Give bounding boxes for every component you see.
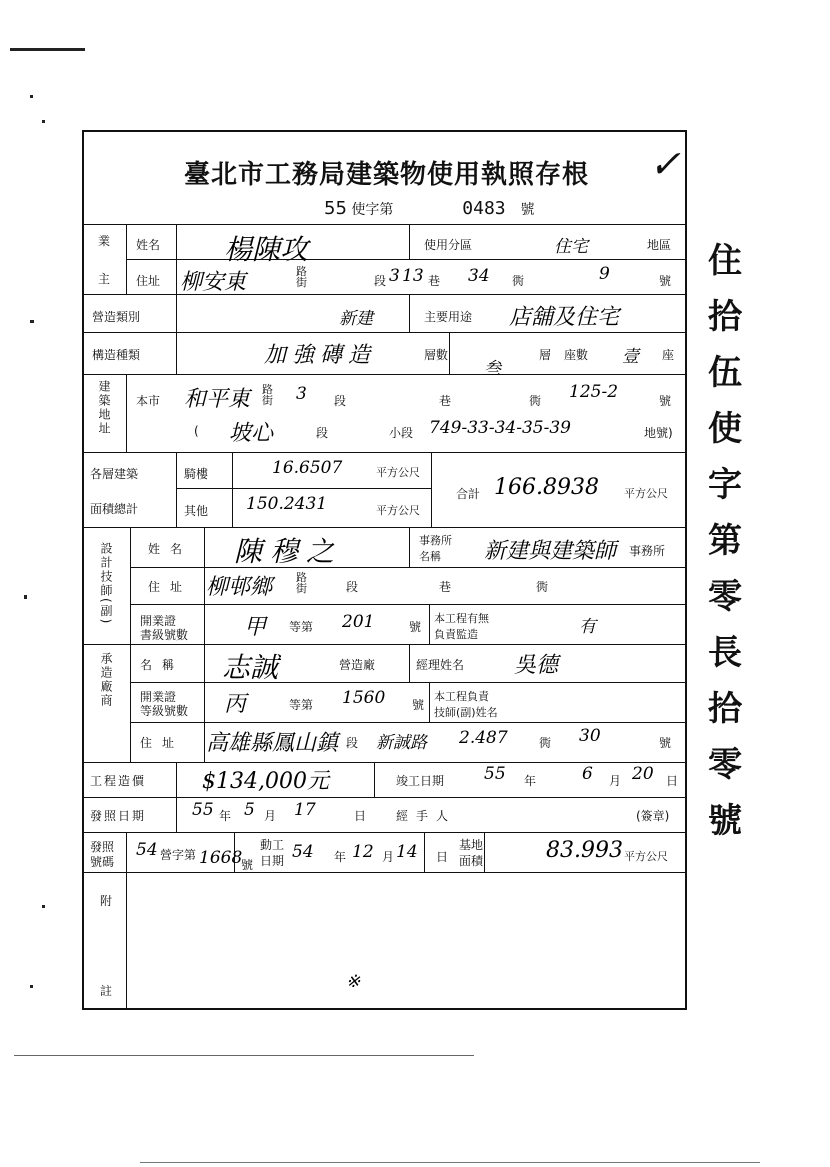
complete-label: 竣工日期: [396, 774, 445, 788]
base-area-unit: 平方公尺: [624, 850, 668, 863]
site-jie-label: 衖: [529, 394, 542, 408]
bldg-count-label: 座數: [564, 348, 589, 362]
contractor-address-label: 住址: [140, 736, 185, 750]
side-stamp-char: 零: [708, 745, 742, 785]
owner-name-value: 楊陳攻: [224, 233, 309, 266]
zone-label: 使用分區: [424, 238, 473, 252]
rule: [130, 604, 685, 605]
checkmark: ✓: [649, 142, 681, 186]
owner-duan-value: 3: [389, 266, 400, 286]
owner-name-label: 姓名: [136, 238, 161, 252]
arcade-value: 16.6507: [272, 458, 343, 478]
side-stamp-char: 伍: [708, 353, 742, 393]
notes-label-bottom: 註: [100, 984, 113, 998]
issue-year: 55: [192, 800, 214, 820]
other-unit: 平方公尺: [376, 504, 420, 517]
scan-speck: [10, 48, 85, 51]
zone-value: 住宅: [554, 237, 588, 257]
owner-jie-label: 衖: [512, 274, 525, 288]
permit-number: [324, 198, 535, 219]
permit-prefix: 55: [324, 198, 347, 219]
designer-address-label: 住址: [148, 580, 193, 594]
site-sec-value: 坡心: [229, 421, 274, 446]
base-area-label-1: 基地: [459, 838, 484, 852]
site-road-label: 路街: [262, 383, 273, 407]
side-stamp-char: 零: [708, 577, 742, 617]
site-sec-label: 段: [316, 426, 329, 440]
rule: [429, 682, 430, 722]
rule: [176, 452, 177, 527]
contractor-label: 承造廠商: [99, 652, 113, 708]
type-label: 營造類別: [92, 310, 141, 324]
complete-year: 55: [484, 764, 506, 784]
build-permit-suffix: 號: [241, 858, 254, 872]
owner-hao-label: 號: [659, 274, 672, 288]
handler-label: 經手人: [396, 809, 457, 823]
designer-license-suffix: 號: [409, 620, 422, 634]
owner-label-2: 主: [98, 272, 111, 286]
area-label-2: 面積總計: [90, 502, 139, 516]
total-unit: 平方公尺: [624, 487, 668, 500]
contractor-duan-label: 段: [346, 736, 359, 750]
side-stamp-char: 使: [708, 409, 742, 449]
owner-duan-label: 段: [374, 274, 387, 288]
notes-label-top: 附: [100, 894, 113, 908]
designer-xiang-label: 巷: [439, 580, 452, 594]
other-value: 150.2431: [246, 494, 328, 514]
side-stamp-char: 住: [708, 241, 742, 281]
designer-license-grade: 甲: [244, 615, 267, 640]
base-area-value: 83.993: [546, 838, 623, 863]
office-label-2: 名稱: [419, 550, 441, 563]
designer-label: 設計技師(副): [99, 542, 113, 626]
site-city: 本市: [136, 394, 161, 408]
site-hao-label: 號: [659, 394, 672, 408]
build-permit-char: 營字第: [160, 848, 197, 862]
rule: [409, 224, 410, 259]
scan-speck: [24, 595, 27, 599]
permit-no-label-1: 發照: [90, 840, 115, 854]
rule: [409, 644, 410, 682]
issue-day-label: 日: [354, 809, 367, 823]
issue-day: 17: [294, 800, 316, 820]
type-value: 新建: [339, 309, 373, 329]
rule: [84, 644, 685, 645]
issue-year-label: 年: [219, 809, 232, 823]
owner-xiang-value: 13: [402, 266, 424, 286]
designer-name-value: 陳穆之: [234, 535, 343, 568]
rule: [484, 832, 485, 872]
scan-speck: [30, 985, 33, 988]
contractor-name-label: 名稱: [140, 658, 185, 672]
supervise-label-1: 本工程有無: [434, 612, 489, 625]
contractor-jie-label: 衖: [539, 736, 552, 750]
start-month-label: 月: [382, 850, 395, 864]
scan-speck: [30, 95, 33, 98]
factory-label: 營造廠: [339, 658, 376, 672]
zone-suffix: 地區: [647, 238, 672, 252]
contractor-license-mid: 等第: [289, 698, 314, 712]
rule: [130, 527, 131, 762]
rule: [409, 527, 410, 567]
owner-hao-value: 9: [599, 264, 610, 284]
permit-char: 使字第: [351, 202, 394, 218]
scan-speck: [30, 320, 34, 323]
rule: [176, 294, 177, 374]
total-value: 166.8938: [494, 475, 599, 500]
office-label-1: 事務所: [419, 534, 452, 547]
owner-xiang-label: 巷: [428, 274, 441, 288]
owner-address-value: 柳安東: [180, 270, 247, 295]
rule: [374, 762, 375, 797]
rule: [176, 259, 177, 294]
issue-month: 5: [244, 800, 255, 820]
start-month: 12: [352, 842, 374, 862]
rule: [176, 762, 177, 832]
contractor-xiang-value: 2.487: [459, 728, 508, 748]
complete-year-label: 年: [524, 774, 537, 788]
total-label: 合計: [456, 487, 481, 501]
start-day: 14: [396, 842, 418, 862]
contractor-license-no: 1560: [342, 688, 386, 708]
rule: [84, 832, 685, 833]
office-value: 新建與建築師: [484, 539, 617, 564]
site-xiang-label: 巷: [439, 394, 452, 408]
rule: [84, 872, 685, 873]
structure-label: 構造種類: [92, 348, 141, 362]
site-duan-value: 3: [296, 384, 307, 404]
supervise-label-2: 負責監造: [434, 628, 478, 641]
site-hao-value: 125-2: [569, 382, 619, 402]
contractor-address-value: 高雄縣鳳山鎮: [206, 731, 339, 756]
designer-license-label-2: 書級號數: [140, 628, 189, 642]
contractor-hao-value: 30: [579, 726, 601, 746]
arcade-unit: 平方公尺: [376, 466, 420, 479]
permit-suffix: 號: [520, 202, 535, 218]
supervise-value: 有: [579, 617, 596, 637]
floors-label: 層數: [424, 348, 449, 362]
rule: [176, 488, 431, 489]
designer-license-mid: 等第: [289, 620, 314, 634]
rule: [409, 294, 410, 332]
designer-address-value: 柳邨鄉: [206, 575, 273, 600]
start-day-label: 日: [436, 850, 449, 864]
rule: [232, 452, 233, 527]
side-stamp-char: 字: [708, 465, 742, 505]
complete-month-label: 月: [609, 774, 622, 788]
rule: [126, 374, 127, 452]
rule: [84, 374, 685, 375]
scan-speck: [14, 1055, 474, 1056]
site-lot-value: 749-33-34-35-39: [429, 418, 571, 438]
designer-name-label: 姓名: [148, 542, 193, 556]
base-area-label-2: 面積: [459, 854, 484, 868]
start-label-2: 日期: [260, 854, 285, 868]
manager-label: 經理姓名: [416, 658, 465, 672]
bldg-count-unit: 座: [662, 348, 675, 362]
manager-value: 吳德: [514, 653, 559, 678]
cost-label: 工程造價: [90, 774, 147, 788]
complete-month: 6: [582, 764, 593, 784]
cost-value: $134,000元: [202, 769, 329, 794]
rule: [429, 604, 430, 644]
issue-month-label: 月: [264, 809, 277, 823]
scan-speck: [140, 1162, 760, 1163]
contractor-road-value: 新誠路: [376, 733, 427, 753]
issue-label: 發照日期: [90, 809, 147, 823]
build-permit-no: 1668: [199, 848, 243, 868]
main-use-value: 店舖及住宅: [509, 305, 620, 330]
rule: [84, 332, 685, 333]
tech-label-1: 本工程負責: [434, 690, 489, 703]
permit-no: 0483: [462, 198, 506, 219]
site-road-value: 和平東: [184, 387, 251, 412]
site-sub-label: 小段: [389, 426, 414, 440]
side-stamp-char: 第: [708, 521, 742, 561]
designer-license-no: 201: [342, 612, 375, 632]
side-stamp-char: 拾: [708, 297, 742, 337]
rule: [176, 224, 177, 259]
rule: [130, 567, 685, 568]
start-year-label: 年: [334, 850, 347, 864]
owner-address-label: 住址: [136, 274, 161, 288]
rule: [130, 682, 685, 683]
site-duan-label: 段: [334, 394, 347, 408]
contractor-license-label-2: 等級號數: [140, 704, 189, 718]
rule: [126, 832, 127, 872]
build-permit-prefix: 54: [136, 840, 158, 860]
contractor-license-grade: 丙: [224, 692, 247, 717]
rule: [126, 224, 127, 294]
rule: [84, 224, 685, 225]
rule: [424, 832, 425, 872]
rule: [84, 527, 685, 528]
rule: [126, 259, 685, 260]
rule: [84, 797, 685, 798]
form-title: 臺北市工務局建築物使用執照存根: [183, 160, 589, 190]
rule: [449, 332, 450, 374]
contractor-name-value: 志誠: [222, 651, 279, 684]
seal-label: (簽章): [636, 809, 670, 823]
start-label-1: 動工: [260, 838, 285, 852]
rule: [84, 762, 685, 763]
designer-license-label-1: 開業證: [140, 614, 177, 628]
complete-day-label: 日: [666, 774, 679, 788]
rule: [431, 452, 432, 527]
rule: [84, 452, 685, 453]
scan-speck: [42, 120, 45, 123]
designer-road-label: 路街: [296, 571, 307, 595]
rule: [204, 527, 205, 762]
side-stamp-char: 拾: [708, 689, 742, 729]
scan-speck: [42, 905, 45, 908]
rule: [84, 294, 685, 295]
rule: [130, 722, 685, 723]
site-label: 建築地址: [97, 380, 111, 436]
rule: [126, 872, 127, 1008]
start-year: 54: [292, 842, 314, 862]
office-suffix: 事務所: [629, 544, 666, 558]
owner-label-1: 業: [98, 234, 111, 248]
tech-label-2: 技師(副)姓名: [434, 706, 498, 719]
owner-nong-value: 34: [468, 266, 490, 286]
permit-no-label-2: 號碼: [90, 855, 115, 869]
other-label: 其他: [184, 504, 209, 518]
notes-mark: ※: [346, 972, 361, 992]
contractor-license-suffix: 號: [412, 698, 425, 712]
designer-duan-label: 段: [346, 580, 359, 594]
side-stamp-char: 長: [708, 633, 742, 673]
structure-value: 加強磚造: [264, 343, 377, 368]
designer-jie-label: 衖: [536, 580, 549, 594]
site-lot-label: 地號): [644, 426, 673, 440]
site-open-paren: (: [194, 424, 199, 438]
arcade-label: 騎樓: [184, 467, 209, 481]
owner-road-label: 路街: [296, 265, 307, 289]
complete-day: 20: [632, 764, 654, 784]
floors-unit: 層: [539, 348, 552, 362]
permit-form: [82, 130, 687, 1010]
floors-value: 叁: [484, 359, 501, 379]
area-label-1: 各層建築: [90, 467, 139, 481]
contractor-hao-label: 號: [659, 736, 672, 750]
contractor-license-label-1: 開業證: [140, 690, 177, 704]
side-stamp-char: 號: [708, 801, 742, 841]
bldg-count-value: 壹: [622, 347, 639, 367]
main-use-label: 主要用途: [424, 310, 473, 324]
